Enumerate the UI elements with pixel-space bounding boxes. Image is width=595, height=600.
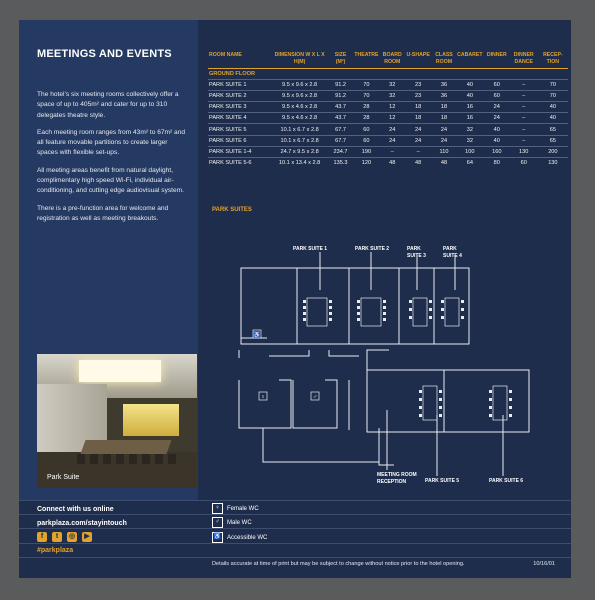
table-row [208, 135, 568, 146]
youtube-icon[interactable]: ▶ [82, 532, 92, 542]
instagram-icon[interactable]: ◎ [68, 533, 76, 540]
disclaimer-text: Details accurate at time of print but may be subject to change without notice prior to the hotel opening. [212, 561, 465, 567]
column-header: DIMENSION W X L X H(M) [274, 52, 325, 65]
suite-label-3: SUITE 3 [407, 253, 426, 259]
corridor-wall [263, 428, 379, 462]
reception-label: RECEPTION [377, 479, 407, 485]
intro-paragraph: There is a pre-function area for welcome and registration as well as meeting breakouts. [37, 204, 169, 222]
table-cell: 70 [352, 80, 380, 91]
table-cell: 36 [432, 91, 456, 102]
table-cell: 160 [484, 146, 510, 157]
table-cell: 60 [484, 91, 510, 102]
column-header: ROOM NAME [209, 52, 242, 58]
column-header: DINNER DANCE [513, 52, 534, 65]
table-row [208, 80, 568, 91]
svg-text:♂: ♂ [312, 394, 318, 401]
table-cell: 60 [352, 124, 380, 135]
meeting-room-photo [37, 354, 197, 488]
table-cell: 64 [456, 157, 484, 168]
suite-label-5: PARK SUITE 5 [425, 478, 460, 484]
floorplan [229, 220, 559, 490]
table-cell: 40 [456, 91, 484, 102]
table-cell: 24.7 x 9.5 x 2.8 [271, 146, 329, 157]
table-cell: 12 [380, 113, 404, 124]
meeting-room-label: MEETING ROOM [377, 472, 417, 478]
female-wc-icon: ♀ [212, 503, 223, 514]
table-row [208, 146, 568, 157]
column-header: BOARD ROOM [382, 52, 402, 65]
suite-wall [241, 268, 267, 338]
table-cell: 40 [538, 102, 568, 113]
table-cell: 32 [380, 91, 404, 102]
website-link[interactable]: parkplaza.com/stayintouch [37, 520, 127, 527]
suite-wall [241, 268, 469, 344]
photo-caption: Park Suite [47, 474, 80, 481]
suite-label-2: PARK SUITE 2 [355, 246, 390, 252]
room-name-cell: PARK SUITE 5-6 [208, 157, 271, 168]
table-cell: 65 [538, 135, 568, 146]
table-cell: 43.7 [329, 102, 353, 113]
twitter-icon[interactable]: t [52, 532, 62, 542]
table-cell: 9.5 x 4.6 x 2.8 [271, 113, 329, 124]
table-cell: 23 [404, 80, 432, 91]
table-cell: 18 [404, 102, 432, 113]
table-cell: 67.7 [329, 135, 353, 146]
table-cell: 18 [404, 113, 432, 124]
table-cell: – [510, 135, 538, 146]
section-row [208, 69, 568, 80]
table-cell: 130 [538, 157, 568, 168]
section-label: GROUND FLOOR [208, 69, 568, 80]
table-cell: – [510, 113, 538, 124]
table-cell: 10.1 x 13.4 x 2.8 [271, 157, 329, 168]
room-name-cell: PARK SUITE 1 [208, 80, 271, 91]
svg-text:♿: ♿ [253, 332, 261, 339]
table-row [208, 157, 568, 168]
table-cell: 24 [432, 124, 456, 135]
column-header: CABARET [457, 52, 483, 58]
male-wc-icon [311, 392, 319, 401]
table-cell: 120 [352, 157, 380, 168]
floorplan-title: PARK SUITES [212, 207, 252, 213]
table-cell: 24 [404, 124, 432, 135]
table-cell: 32 [456, 135, 484, 146]
table-cell: 10.1 x 6.7 x 2.8 [271, 124, 329, 135]
suite-label-6: PARK SUITE 6 [489, 478, 524, 484]
table-cell: 28 [352, 113, 380, 124]
fact-sheet-page [19, 20, 571, 578]
legend-label: Male WC [227, 519, 252, 526]
legend-item [212, 517, 252, 528]
table-cell: 16 [456, 113, 484, 124]
table-cell: 24 [380, 124, 404, 135]
table-cell: 24 [404, 135, 432, 146]
legend-label: Female WC [227, 505, 259, 512]
table-cell: 67.7 [329, 124, 353, 135]
table-cell: 48 [380, 157, 404, 168]
social-links [37, 532, 92, 542]
table-cell: 24 [432, 135, 456, 146]
wc-block [239, 380, 291, 428]
table-cell: – [510, 102, 538, 113]
table-cell: 70 [538, 91, 568, 102]
column-header: CLASS ROOM [435, 52, 453, 65]
table-cell: 60 [510, 157, 538, 168]
table-cell: 24 [484, 102, 510, 113]
table-cell: 16 [456, 102, 484, 113]
male-wc-icon: ♂ [212, 517, 223, 528]
hashtag: #parkplaza [37, 547, 74, 554]
table-cell: 70 [352, 91, 380, 102]
table-cell: 100 [456, 146, 484, 157]
table-cell: 70 [538, 80, 568, 91]
intro-text [37, 90, 187, 231]
table-header-row [208, 52, 568, 69]
table-row [208, 113, 568, 124]
table-cell: 9.5 x 9.6 x 2.8 [271, 91, 329, 102]
column-header: RECEP-TION [543, 52, 563, 65]
room-name-cell: PARK SUITE 4 [208, 113, 271, 124]
table-cell: 135.3 [329, 157, 353, 168]
legend-item [212, 503, 259, 514]
table-cell: 65 [538, 124, 568, 135]
legend-item [212, 532, 267, 543]
female-wc-icon [259, 392, 267, 401]
room-name-cell: PARK SUITE 6 [208, 135, 271, 146]
suite-label-1: PARK SUITE 1 [293, 246, 328, 252]
room-name-cell: PARK SUITE 1-4 [208, 146, 271, 157]
table-cell: 36 [432, 80, 456, 91]
column-header: SIZE (M²) [334, 52, 347, 65]
table-cell: 234.7 [329, 146, 353, 157]
wc-block [293, 380, 337, 428]
room-name-cell: PARK SUITE 5 [208, 124, 271, 135]
legend-label: Accessible WC [227, 534, 268, 541]
table-cell: – [404, 146, 432, 157]
table-cell: 60 [352, 135, 380, 146]
table-row [208, 102, 568, 113]
table-cell: 91.2 [329, 91, 353, 102]
page-title: MEETINGS AND EVENTS [37, 48, 172, 60]
connect-heading: Connect with us online [37, 506, 114, 513]
table-cell: 40 [456, 80, 484, 91]
suites-5-6-wall [367, 370, 529, 432]
table-cell: 24 [380, 135, 404, 146]
table-row [208, 124, 568, 135]
room-name-cell: PARK SUITE 2 [208, 91, 271, 102]
table-row [208, 91, 568, 102]
table-cell: 28 [352, 102, 380, 113]
table-cell: 48 [432, 157, 456, 168]
suite-label-3: PARK [407, 246, 421, 252]
corridor-wall [239, 350, 359, 358]
print-date: 10/16/01 [533, 561, 555, 567]
footer [19, 500, 571, 578]
table-cell: 9.5 x 4.6 x 2.8 [271, 102, 329, 113]
table-cell: 10.1 x 6.7 x 2.8 [271, 135, 329, 146]
table-cell: 60 [484, 80, 510, 91]
table-cell: 130 [510, 146, 538, 157]
table-cell: 48 [404, 157, 432, 168]
sidebar [19, 20, 198, 500]
table-cell: 40 [538, 113, 568, 124]
room-name-cell: PARK SUITE 3 [208, 102, 271, 113]
table-cell: 200 [538, 146, 568, 157]
table-cell: 9.5 x 9.6 x 2.8 [271, 80, 329, 91]
table-cell: 32 [456, 124, 484, 135]
svg-text:♀: ♀ [260, 394, 266, 401]
table-cell: – [510, 91, 538, 102]
intro-paragraph: All meeting areas benefit from natural daylight, complimentary high speed Wi-Fi, individual air-conditioning, and cutting edge audiovisual system. [37, 166, 184, 195]
suite-label-4: PARK [443, 246, 457, 252]
table-cell: – [510, 80, 538, 91]
table-cell: 40 [484, 135, 510, 146]
table-cell: 32 [380, 80, 404, 91]
table-cell: 80 [484, 157, 510, 168]
accessible-wc-icon: ♿ [212, 532, 223, 543]
table-cell: 12 [380, 102, 404, 113]
table-cell: 110 [432, 146, 456, 157]
capacity-table [208, 52, 568, 168]
column-header: DINNER [486, 52, 507, 58]
suite-label-4: SUITE 4 [443, 253, 462, 259]
table-cell: 23 [404, 91, 432, 102]
table-cell: 40 [484, 124, 510, 135]
corridor-wall [367, 350, 389, 370]
intro-paragraph: Each meeting room ranges from 43m² to 67m² and all feature movable partitions to create larger spaces with flexible set-ups. [37, 128, 186, 157]
intro-paragraph: The hotel’s six meeting rooms collectively offer a space of up to 405m² and cater for up to 310 delegates theatre style. [37, 91, 179, 119]
facebook-icon[interactable]: f [37, 532, 47, 542]
accessible-wc-icon [253, 330, 261, 339]
column-header: THEATRE [354, 52, 379, 58]
table-cell: 190 [352, 146, 380, 157]
table-cell: 91.2 [329, 80, 353, 91]
table-cell: 24 [484, 113, 510, 124]
table-cell: 18 [432, 102, 456, 113]
table-cell: 43.7 [329, 113, 353, 124]
table-cell: – [380, 146, 404, 157]
column-header: U-SHAPE [406, 52, 430, 58]
table-cell: 18 [432, 113, 456, 124]
table-cell: – [510, 124, 538, 135]
